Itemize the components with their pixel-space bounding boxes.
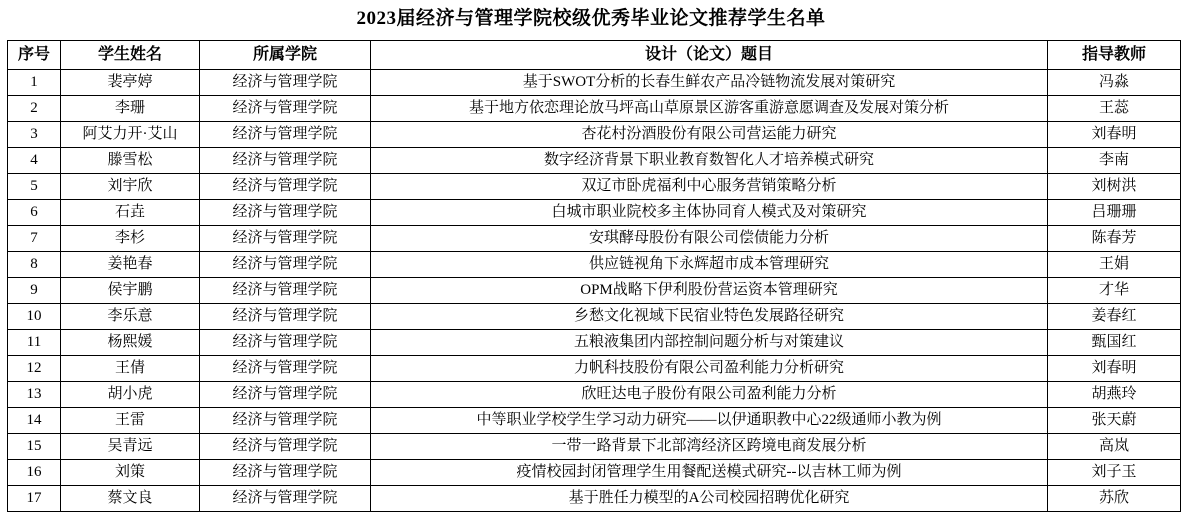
cell-college: 经济与管理学院	[200, 355, 371, 381]
cell-index: 14	[8, 407, 61, 433]
cell-student: 姜艳春	[61, 251, 200, 277]
cell-college: 经济与管理学院	[200, 251, 371, 277]
cell-advisor: 李南	[1048, 147, 1181, 173]
cell-index: 16	[8, 459, 61, 485]
cell-advisor: 才华	[1048, 277, 1181, 303]
cell-college: 经济与管理学院	[200, 407, 371, 433]
cell-index: 7	[8, 225, 61, 251]
cell-thesis: OPM战略下伊利股份营运资本管理研究	[371, 277, 1048, 303]
cell-college: 经济与管理学院	[200, 381, 371, 407]
cell-college: 经济与管理学院	[200, 225, 371, 251]
cell-student: 裴亭婷	[61, 69, 200, 95]
cell-index: 4	[8, 147, 61, 173]
cell-student: 石垚	[61, 199, 200, 225]
cell-thesis: 力帆科技股份有限公司盈利能力分析研究	[371, 355, 1048, 381]
table-row	[8, 277, 1181, 303]
cell-student: 滕雪松	[61, 147, 200, 173]
cell-advisor: 甄国红	[1048, 329, 1181, 355]
column-header-index: 序号	[8, 40, 61, 69]
cell-thesis: 乡愁文化视域下民宿业特色发展路径研究	[371, 303, 1048, 329]
column-header-thesis: 设计（论文）题目	[371, 40, 1048, 69]
cell-thesis: 供应链视角下永辉超市成本管理研究	[371, 251, 1048, 277]
cell-thesis: 白城市职业院校多主体协同育人模式及对策研究	[371, 199, 1048, 225]
table-row	[8, 147, 1181, 173]
cell-student: 蔡文良	[61, 485, 200, 511]
cell-student: 李杉	[61, 225, 200, 251]
cell-college: 经济与管理学院	[200, 121, 371, 147]
cell-index: 2	[8, 95, 61, 121]
cell-index: 8	[8, 251, 61, 277]
cell-advisor: 高岚	[1048, 433, 1181, 459]
table-row	[8, 199, 1181, 225]
cell-thesis: 数字经济背景下职业教育数智化人才培养模式研究	[371, 147, 1048, 173]
cell-index: 6	[8, 199, 61, 225]
cell-college: 经济与管理学院	[200, 303, 371, 329]
table-row	[8, 173, 1181, 199]
cell-thesis: 杏花村汾酒股份有限公司营运能力研究	[371, 121, 1048, 147]
cell-index: 17	[8, 485, 61, 511]
table-row	[8, 381, 1181, 407]
cell-index: 13	[8, 381, 61, 407]
cell-college: 经济与管理学院	[200, 69, 371, 95]
cell-advisor: 苏欣	[1048, 485, 1181, 511]
cell-college: 经济与管理学院	[200, 485, 371, 511]
cell-index: 12	[8, 355, 61, 381]
cell-advisor: 陈春芳	[1048, 225, 1181, 251]
cell-student: 侯宇鹏	[61, 277, 200, 303]
recommended-students-table	[7, 40, 1181, 512]
cell-student: 阿艾力开·艾山	[61, 121, 200, 147]
cell-student: 刘宇欣	[61, 173, 200, 199]
cell-index: 5	[8, 173, 61, 199]
table-row	[8, 407, 1181, 433]
cell-college: 经济与管理学院	[200, 147, 371, 173]
cell-advisor: 刘春明	[1048, 355, 1181, 381]
table-row	[8, 95, 1181, 121]
cell-student: 王雷	[61, 407, 200, 433]
cell-thesis: 欣旺达电子股份有限公司盈利能力分析	[371, 381, 1048, 407]
table-row	[8, 303, 1181, 329]
table-row	[8, 251, 1181, 277]
table-row	[8, 69, 1181, 95]
cell-college: 经济与管理学院	[200, 329, 371, 355]
cell-advisor: 吕珊珊	[1048, 199, 1181, 225]
cell-advisor: 胡燕玲	[1048, 381, 1181, 407]
cell-student: 王倩	[61, 355, 200, 381]
cell-thesis: 基于胜任力模型的A公司校园招聘优化研究	[371, 485, 1048, 511]
table-body	[8, 69, 1181, 511]
table-row	[8, 329, 1181, 355]
cell-advisor: 王娟	[1048, 251, 1181, 277]
cell-advisor: 姜春红	[1048, 303, 1181, 329]
cell-thesis: 安琪酵母股份有限公司偿债能力分析	[371, 225, 1048, 251]
table-row	[8, 485, 1181, 511]
cell-college: 经济与管理学院	[200, 95, 371, 121]
column-header-advisor: 指导教师	[1048, 40, 1181, 69]
cell-index: 10	[8, 303, 61, 329]
cell-index: 1	[8, 69, 61, 95]
cell-thesis: 双辽市卧虎福利中心服务营销策略分析	[371, 173, 1048, 199]
table-header-row	[8, 40, 1181, 69]
cell-index: 9	[8, 277, 61, 303]
table-row	[8, 433, 1181, 459]
column-header-student: 学生姓名	[61, 40, 200, 69]
cell-thesis: 基于SWOT分析的长春生鲜农产品冷链物流发展对策研究	[371, 69, 1048, 95]
cell-college: 经济与管理学院	[200, 459, 371, 485]
cell-index: 3	[8, 121, 61, 147]
cell-index: 15	[8, 433, 61, 459]
cell-student: 吴青远	[61, 433, 200, 459]
table-row	[8, 225, 1181, 251]
cell-student: 刘策	[61, 459, 200, 485]
cell-student: 胡小虎	[61, 381, 200, 407]
cell-advisor: 刘春明	[1048, 121, 1181, 147]
cell-advisor: 张天蔚	[1048, 407, 1181, 433]
table-row	[8, 355, 1181, 381]
cell-advisor: 刘子玉	[1048, 459, 1181, 485]
cell-student: 李乐意	[61, 303, 200, 329]
page-title: 2023届经济与管理学院校级优秀毕业论文推荐学生名单	[356, 8, 826, 29]
cell-thesis: 一带一路背景下北部湾经济区跨境电商发展分析	[371, 433, 1048, 459]
cell-thesis: 五粮液集团内部控制问题分析与对策建议	[371, 329, 1048, 355]
cell-advisor: 冯淼	[1048, 69, 1181, 95]
cell-advisor: 刘树洪	[1048, 173, 1181, 199]
cell-student: 杨熙媛	[61, 329, 200, 355]
cell-college: 经济与管理学院	[200, 433, 371, 459]
cell-college: 经济与管理学院	[200, 199, 371, 225]
column-header-college: 所属学院	[200, 40, 371, 69]
table-row	[8, 459, 1181, 485]
cell-college: 经济与管理学院	[200, 277, 371, 303]
cell-thesis: 基于地方依恋理论放马坪高山草原景区游客重游意愿调查及发展对策分析	[371, 95, 1048, 121]
cell-advisor: 王蕊	[1048, 95, 1181, 121]
cell-student: 李珊	[61, 95, 200, 121]
cell-thesis: 中等职业学校学生学习动力研究——以伊通职教中心22级通师小教为例	[371, 407, 1048, 433]
cell-thesis: 疫情校园封闭管理学生用餐配送模式研究--以吉林工师为例	[371, 459, 1048, 485]
table-row	[8, 121, 1181, 147]
cell-college: 经济与管理学院	[200, 173, 371, 199]
cell-index: 11	[8, 329, 61, 355]
